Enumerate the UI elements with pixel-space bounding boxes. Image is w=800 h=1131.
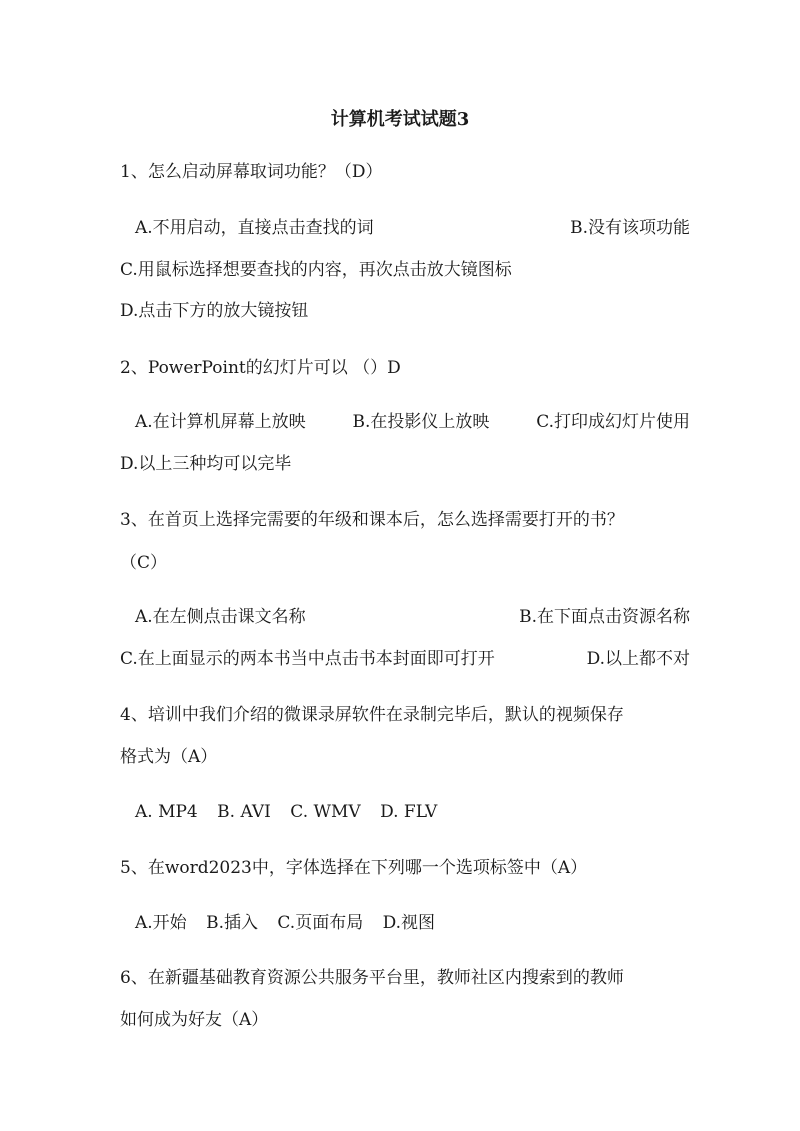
q4-option-a: A. MP4: [135, 802, 198, 822]
q4-option-b: B. AVI: [217, 802, 271, 822]
q3-option-d: D.以上都不对: [586, 649, 690, 669]
question-4-options-row-1: [135, 800, 690, 824]
q3-option-a: A.在左侧点击课文名称: [135, 607, 306, 627]
question-3-line-1: 3、在首页上选择完需要的年级和课本后，怎么选择需要打开的书？: [120, 510, 624, 530]
q1-option-c: C.用鼠标选择想要查找的内容，再次点击放大镜图标: [120, 260, 512, 280]
question-5-options-row-1: [135, 911, 690, 935]
q2-option-c: C.打印成幻灯片使用: [536, 412, 690, 432]
q1-option-b: B.没有该项功能: [570, 218, 690, 238]
page-title: 计算机考试试题3: [330, 109, 470, 130]
q5-option-d: D.视图: [382, 913, 436, 933]
question-3-options-row-1: [135, 605, 690, 629]
question-4-line-1: 4、培训中我们介绍的微课录屏软件在录制完毕后，默认的视频保存: [120, 705, 624, 725]
question-3-options-row-2: [120, 647, 690, 671]
q3-option-c: C.在上面显示的两本书当中点击书本封面即可打开: [120, 649, 495, 669]
q2-option-d: D.以上三种均可以完毕: [120, 454, 292, 474]
q2-option-b: B.在投影仪上放映: [352, 412, 490, 432]
question-1: 1、怎么启动屏幕取词功能？（D）: [120, 162, 383, 182]
q5-option-a: A.开始: [135, 913, 187, 933]
question-5: 5、在word2023中，字体选择在下列哪一个选项标签中（A）: [120, 858, 588, 878]
q1-option-a: A.不用启动，直接点击查找的词: [135, 218, 374, 238]
question-1-options-row-1: [135, 216, 690, 240]
question-2: 2、PowerPoint的幻灯片可以 （）D: [120, 358, 401, 378]
q3-option-b: B.在下面点击资源名称: [519, 607, 690, 627]
q2-option-a: A.在计算机屏幕上放映: [135, 412, 306, 432]
question-6-line-1: 6、在新疆基础教育资源公共服务平台里，教师社区内搜索到的教师: [120, 968, 624, 988]
q1-option-d: D.点击下方的放大镜按钮: [120, 301, 309, 321]
q4-option-c: C. WMV: [290, 802, 361, 822]
question-2-options-row-1: [135, 410, 690, 434]
q5-option-c: C.页面布局: [277, 913, 364, 933]
question-4-line-2: 格式为（A）: [120, 747, 218, 767]
q4-option-d: D. FLV: [380, 802, 438, 822]
q5-option-b: B.插入: [206, 913, 258, 933]
question-6-line-2: 如何成为好友（A）: [120, 1010, 269, 1030]
question-3-line-2: （C）: [120, 553, 168, 573]
